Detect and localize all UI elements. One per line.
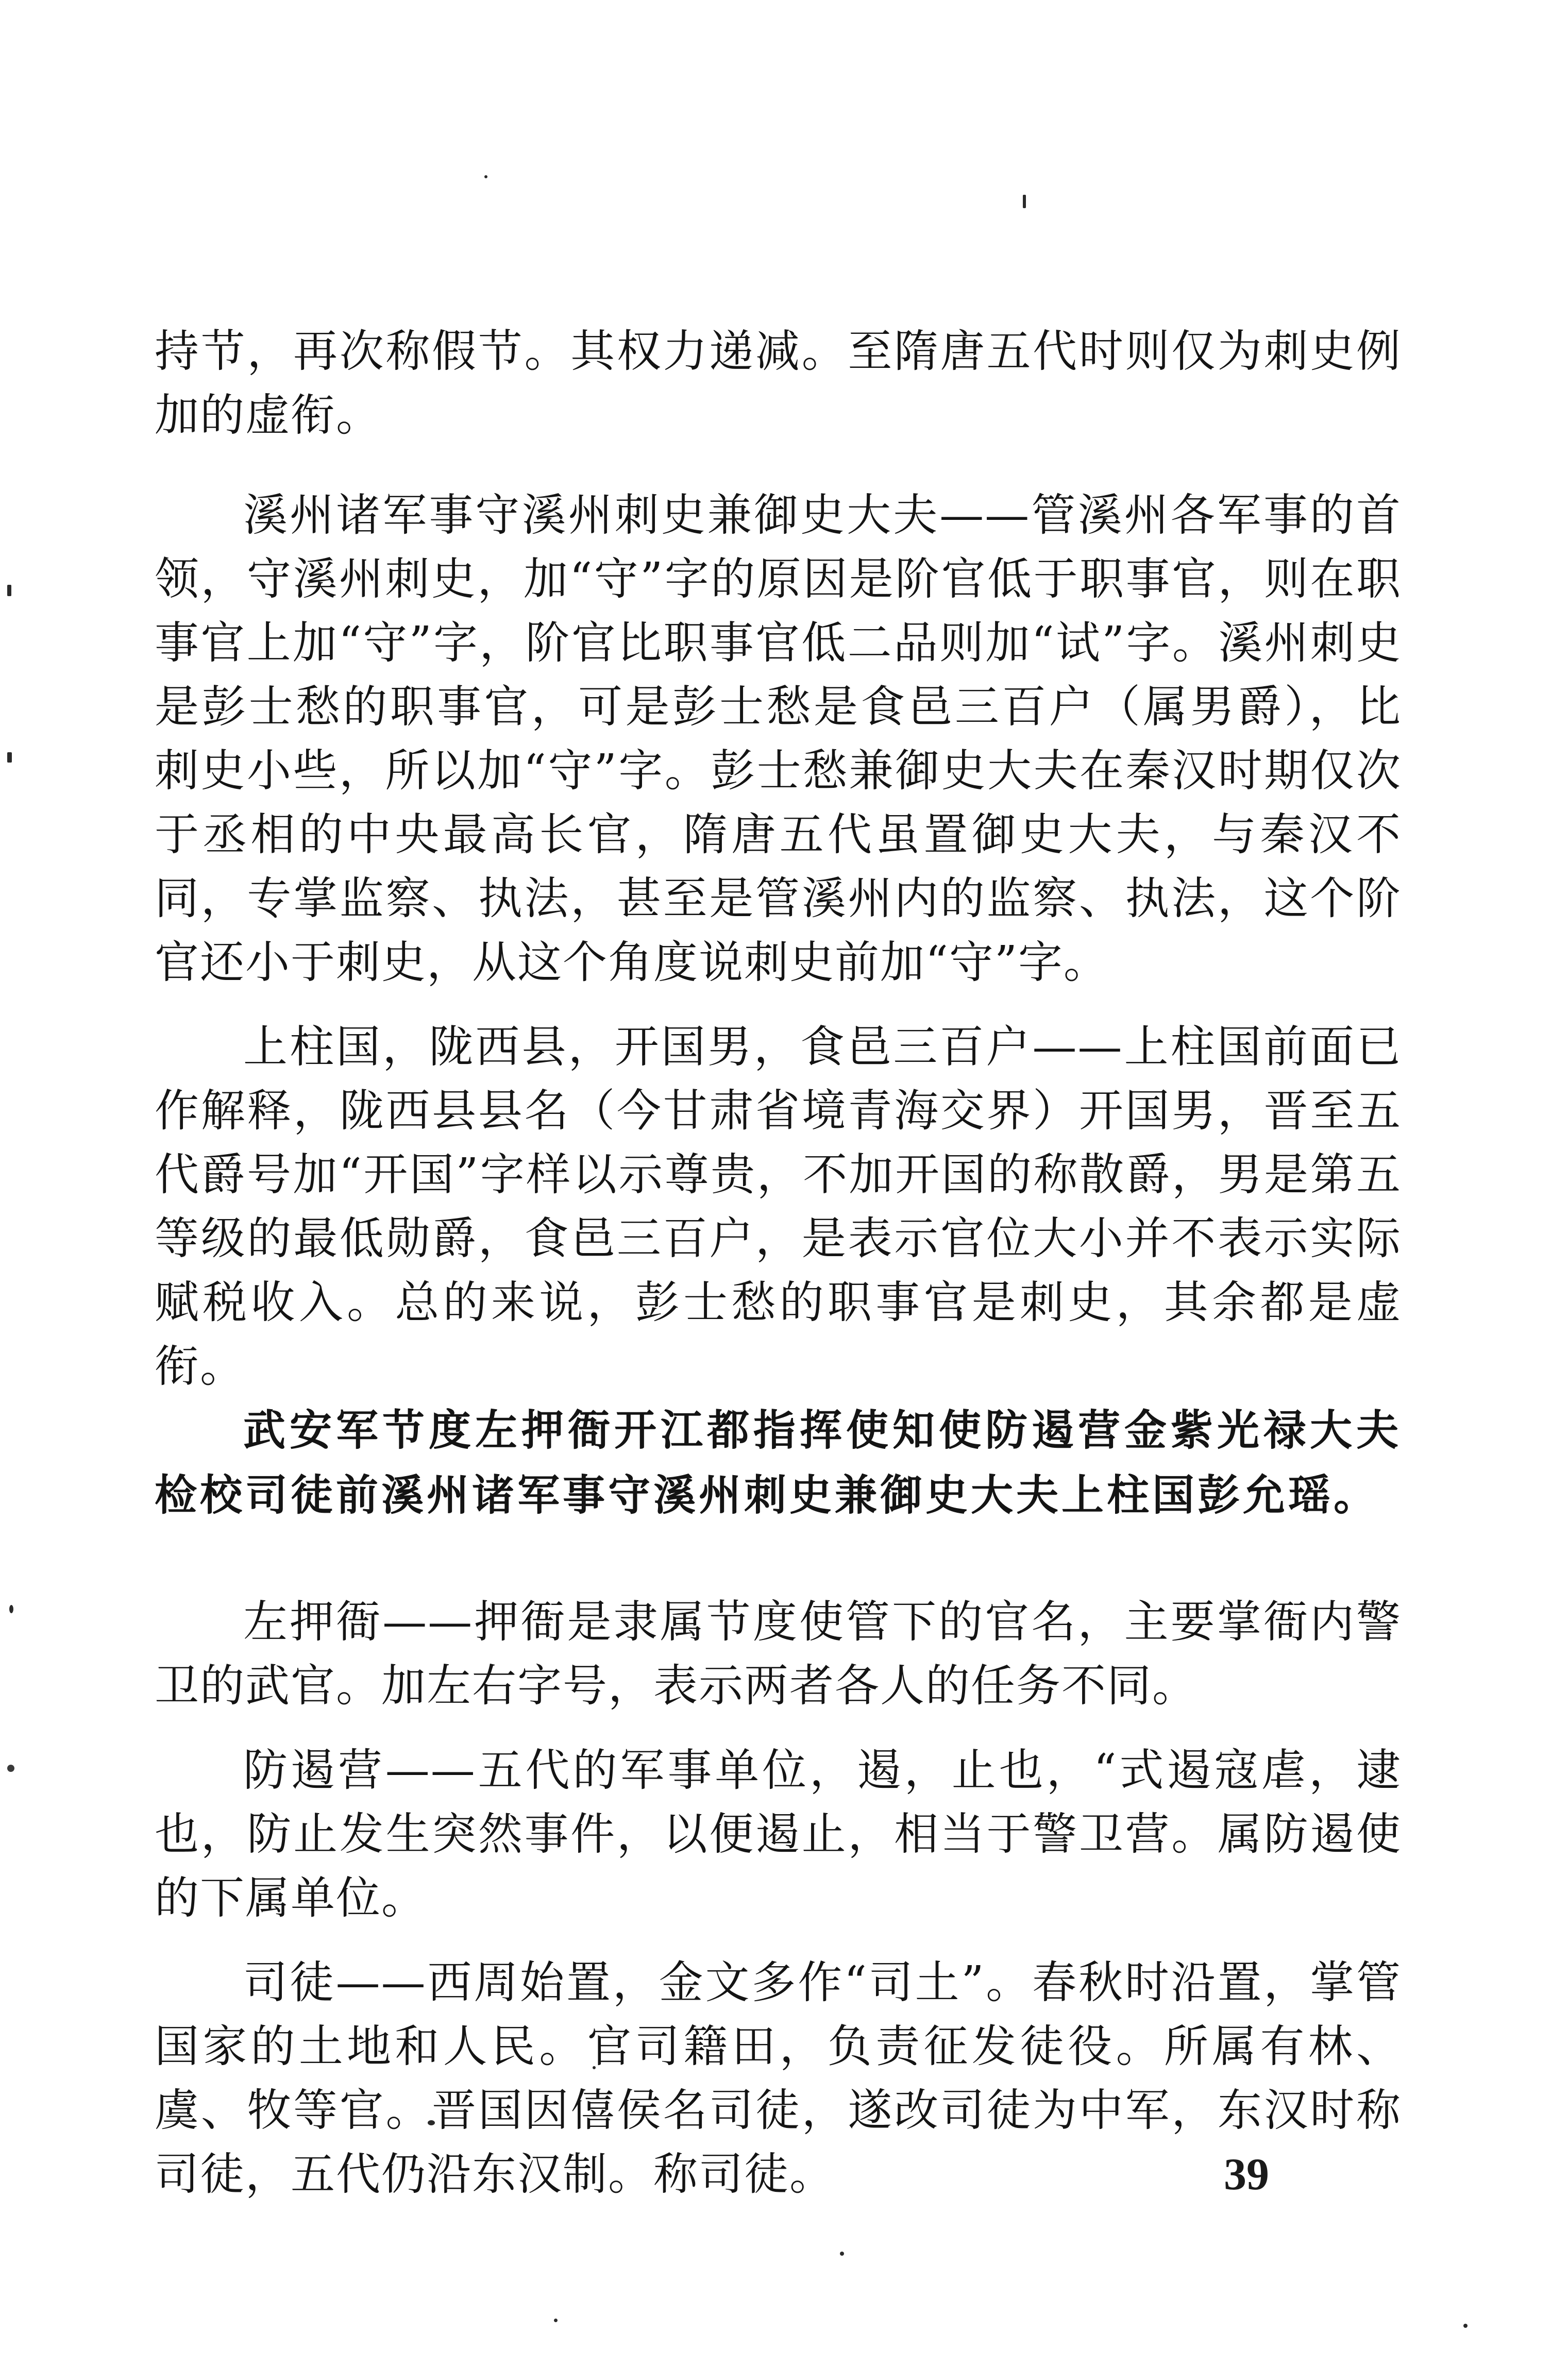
- scan-speck: [484, 175, 487, 178]
- paragraph: 上柱国，陇西县，开国男，食邑三百户——上柱国前面已作解释，陇西县县名（今甘肃省境青海交界）开国男，晋至五代爵号加“开国”字样以示尊贵，不加开国的称散爵，男是第五等级的最低勋爵，食邑三百户，是表示官位大小并不表示实际赋税收入。总的来说，彭士愁的职事官是刺史，其余都是虚衔。: [155, 1021, 1402, 1392]
- scan-speck: [1023, 195, 1026, 208]
- scan-speck: [554, 2319, 558, 2322]
- scan-speck: [7, 752, 12, 763]
- paragraph: 左押衙——押衙是隶属节度使管下的官名，主要掌衙内警卫的武官。加左右字号，表示两者各人的任务不同。: [155, 1596, 1402, 1712]
- scan-speck: [840, 2252, 844, 2256]
- paragraph: 持节，再次称假节。其权力递减。至隋唐五代时则仅为刺史例加的虚衔。: [155, 326, 1402, 441]
- paragraph: 司徒——西周始置，金文多作“司土”。春秋时沿置，掌管国家的土地和人民。官司籍田，负责征发徒役。所属有林、虞、牧等官。晋国因僖侯名司徒，遂改司徒为中军，东汉时称司徒，五代仍沿东汉制。称司徒。: [155, 1957, 1402, 2200]
- page-number: 39: [1224, 2150, 1269, 2200]
- body-text: [155, 319, 1402, 2206]
- scan-speck: [7, 1765, 14, 1772]
- section-heading: 武安军节度左押衙开江都指挥使知使防遏营金紫光禄大夫检校司徒前溪州诸军事守溪州刺史兼御史大夫上柱国彭允瑶。: [155, 1406, 1402, 1520]
- scan-speck: [1463, 2324, 1468, 2328]
- scan-speck: [9, 1605, 13, 1613]
- paragraph: 防遏营——五代的军事单位，遏，止也，“式遏寇虐，逮也，防止发生突然事件，以便遏止，相当于警卫营。属防遏使的下属单位。: [155, 1745, 1402, 1924]
- scan-speck: [7, 585, 11, 596]
- paragraph: 溪州诸军事守溪州刺史兼御史大夫——管溪州各军事的首领，守溪州刺史，加“守”字的原因是阶官低于职事官，则在职事官上加“守”字，阶官比职事官低二品则加“试”字。溪州刺史是彭士愁的职事官，可是彭士愁是食邑三百户（属男爵），比刺史小些，所以加“守”字。彭士愁兼御史大夫在秦汉时期仅次于丞相的中央最高长官，隋唐五代虽置御史大夫，与秦汉不同，专掌监察、执法，甚至是管溪州内的监察、执法，这个阶官还小于刺史，从这个角度说刺史前加“守”字。: [155, 489, 1402, 988]
